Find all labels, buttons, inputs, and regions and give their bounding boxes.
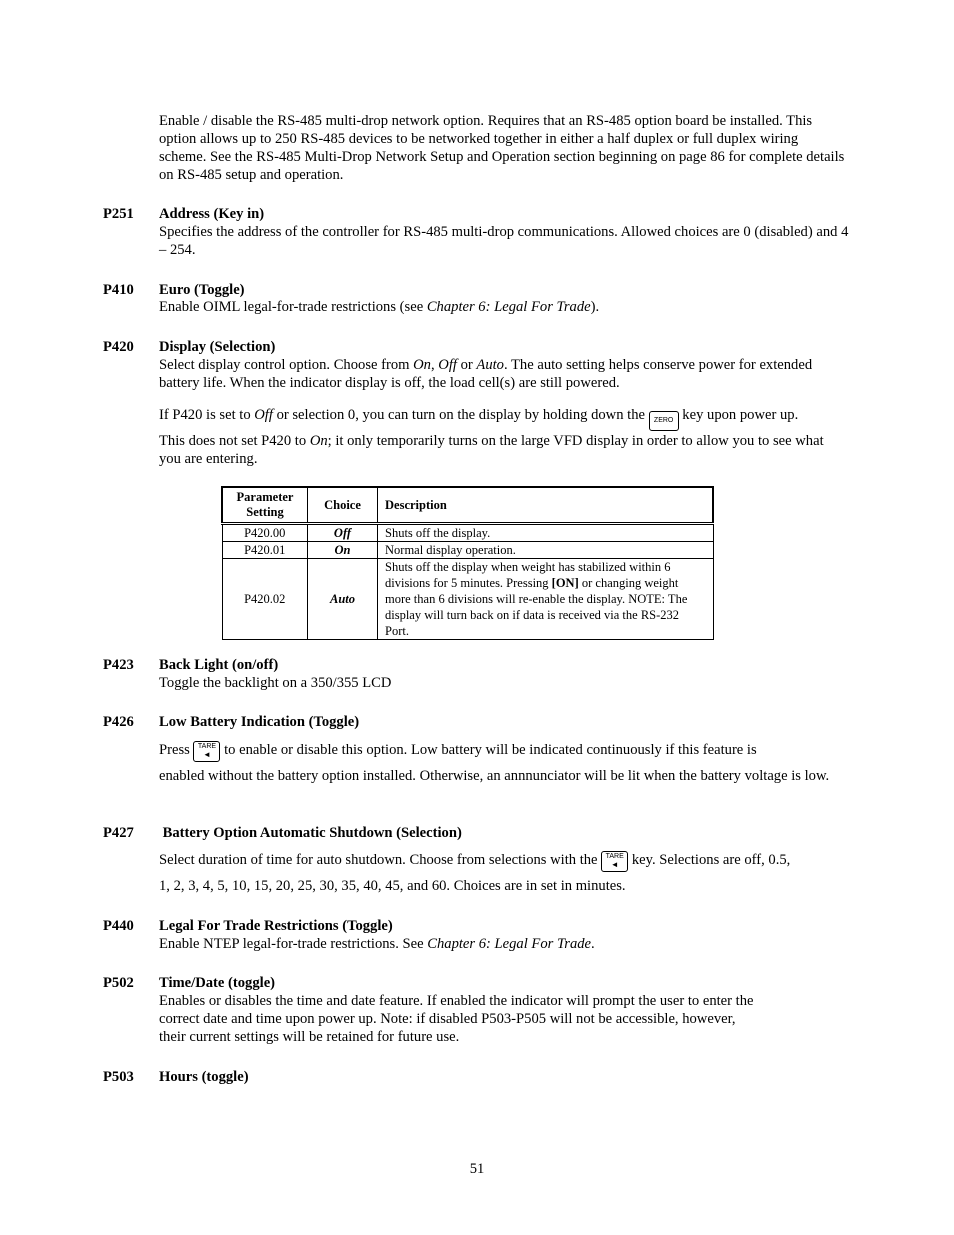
param-title-p427: Battery Option Automatic Shutdown (Selection)	[159, 825, 462, 841]
page-number: 51	[469, 1161, 485, 1177]
cell-setting: P420.00	[222, 524, 308, 542]
zero-key-icon: ZERO	[649, 411, 679, 431]
param-title-p420: Display (Selection)	[159, 339, 276, 355]
table-header-row	[222, 487, 713, 524]
param-code-p440: P440	[103, 918, 134, 934]
header-choice: Choice	[308, 487, 378, 524]
param-desc-p502-line1: Enables or disables the time and date feature. If enabled the indicator will prompt the user to enter the	[159, 993, 754, 1009]
cell-setting: P420.02	[222, 559, 308, 640]
param-code-p503: P503	[103, 1069, 134, 1085]
param-desc-p502-line3: their current settings will be retained for future use.	[159, 1029, 460, 1045]
param-code-p410: P410	[103, 282, 134, 298]
header-parameter-setting: Parameter Setting	[222, 487, 308, 524]
cell-setting: P420.01	[222, 542, 308, 559]
param-title-p503: Hours (toggle)	[159, 1069, 249, 1085]
param-desc-p427: Select duration of time for auto shutdown. Choose from selections with the TARE ◄ key. Selections are off, 0.5,	[159, 851, 859, 872]
intro-paragraph: Enable / disable the RS-485 multi-drop network option. Requires that an RS-485 option board be installed. This option allows up to 250 RS-485 devices to be networked together in either a half duplex or full duplex wiring scheme. See the RS-485 Multi-Drop Network Setup and Operation section beginning on page 86 for complete details on RS-485 setup and operation.	[159, 113, 845, 183]
cell-description: Normal display operation.	[378, 542, 714, 559]
param-desc2-p426: enabled without the battery option installed. Otherwise, an annnunciator will be lit when the battery voltage is low.	[159, 768, 830, 784]
param-desc-p420: Select display control option. Choose from On, Off or Auto. The auto setting helps conserve power for extended battery life. When the indicator display is off, the load cell(s) are still powered.	[159, 357, 813, 391]
chapter-reference: Chapter 6: Legal For Trade	[427, 936, 592, 952]
cell-description: Shuts off the display.	[378, 524, 714, 542]
param-code-p251: P251	[103, 206, 134, 222]
param-title-p423: Back Light (on/off)	[159, 657, 279, 673]
table-row	[222, 542, 713, 559]
cell-description: Shuts off the display when weight has stabilized within 6 divisions for 5 minutes. Pressing [ON] or changing weight more than 6 divisions will re-enable the display. NOTE: The display will turn back on if data is received via the RS-232 Port.	[378, 559, 714, 640]
param-code-p426: P426	[103, 714, 134, 730]
param-title-p426: Low Battery Indication (Toggle)	[159, 714, 360, 730]
param-code-p427: P427	[103, 825, 134, 841]
cell-choice: Off	[308, 524, 378, 542]
param-title-p502: Time/Date (toggle)	[159, 975, 276, 991]
param-desc-p423: Toggle the backlight on a 350/355 LCD	[159, 675, 392, 691]
chapter-reference: Chapter 6: Legal For Trade	[426, 299, 591, 315]
param-note2-p420: This does not set P420 to On; it only temporarily turns on the large VFD display in order to allow you to see what you are entering.	[159, 433, 824, 467]
param-desc-p426: Press TARE ◄ to enable or disable this option. Low battery will be indicated continuously if this feature is	[159, 741, 859, 762]
param-title-p410: Euro (Toggle)	[159, 282, 245, 298]
param-note-p420: If P420 is set to Off or selection 0, you can turn on the display by holding down the ZERO key upon power up.	[159, 406, 859, 431]
param-desc-p410: Enable OIML legal-for-trade restrictions (see Chapter 6: Legal For Trade).	[159, 299, 600, 315]
tare-key-icon: TARE ◄	[601, 851, 628, 872]
param-desc-p502-line2: correct date and time upon power up. Note: if disabled P503-P505 will not be accessible, however,	[159, 1011, 736, 1027]
header-description: Description	[378, 487, 714, 524]
param-code-p502: P502	[103, 975, 134, 991]
param-code-p420: P420	[103, 339, 134, 355]
param-title-p251: Address (Key in)	[159, 206, 265, 222]
param-title-p440: Legal For Trade Restrictions (Toggle)	[159, 918, 393, 934]
param-desc2-p427: 1, 2, 3, 4, 5, 10, 15, 20, 25, 30, 35, 40, 45, and 60. Choices are in set in minutes.	[159, 878, 626, 894]
tare-key-icon: TARE ◄	[193, 741, 220, 762]
table-row	[222, 559, 713, 640]
param-code-p423: P423	[103, 657, 134, 673]
p420-settings-table	[221, 486, 714, 640]
cell-choice: Auto	[308, 559, 378, 640]
param-desc-p440: Enable NTEP legal-for-trade restrictions. See Chapter 6: Legal For Trade.	[159, 936, 595, 952]
cell-choice: On	[308, 542, 378, 559]
param-desc-p251: Specifies the address of the controller for RS-485 multi-drop communications. Allowed choices are 0 (disabled) and 4 – 254.	[159, 224, 849, 258]
table-row	[222, 524, 713, 542]
